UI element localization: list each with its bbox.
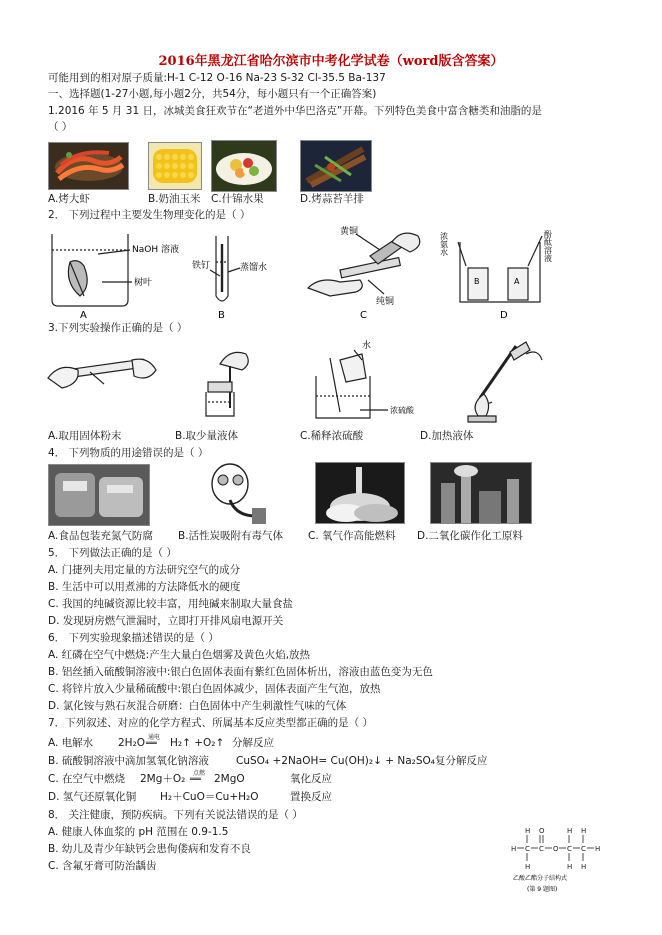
q7-c-equals-sign: ══	[190, 775, 201, 785]
q2-fig-b-letter: B	[218, 310, 225, 320]
q2-fig-c-copper-label: 纯铜	[376, 297, 395, 307]
q5-option-d: D. 发现厨房燃气泄漏时，立即打开排风扇电源开关	[48, 615, 284, 627]
svg-text:H: H	[581, 827, 587, 835]
atomic-masses: 可能用到的相对原子质量:H-1 C-12 O-16 Na-23 S-32 Cl-35.5 Ba-137	[48, 72, 386, 84]
q2-fig-d-beakers	[458, 236, 542, 302]
q3-option-d: D.加热液体	[420, 430, 474, 442]
svg-text:C: C	[581, 845, 586, 853]
q5-option-a: A. 门捷列夫用定量的方法研究空气的成分	[48, 564, 241, 576]
q7-c-lhs: 2Mg＋O₂	[140, 773, 186, 785]
q7-d-equation: H₂＋CuO＝Cu+H₂O	[160, 791, 259, 803]
section-heading: 一、选择题(1-27小题,每小题2分，共54分，每小题只有一个正确答案)	[48, 88, 377, 100]
q7-d-type: 置换反应	[290, 791, 332, 803]
q7-a-label: A. 电解水	[48, 737, 94, 749]
q1-option-c: C.什锦水果	[211, 193, 264, 205]
q6-stem: 6． 下列实验现象描述错误的是（ ）	[48, 632, 219, 644]
q3-fig-d	[468, 342, 542, 422]
svg-text:H: H	[525, 863, 531, 871]
q2-fig-d-phenol-label: 酚酞溶液	[543, 230, 553, 262]
q4-option-b: B.活性炭吸附有毒气体	[178, 530, 284, 542]
chemical-plant-photo	[430, 462, 532, 524]
q2-fig-c-letter: C	[360, 310, 367, 320]
q7-stem: 7．下列叙述、对应的化学方程式、所属基本反应类型都正确的是（ ）	[48, 717, 374, 729]
q3-fig-b	[206, 352, 248, 416]
q3-option-b: B.取少量液体	[175, 430, 239, 442]
q7-d-label: D. 氢气还原氧化铜	[48, 791, 137, 803]
lamb-skewer-photo	[300, 140, 372, 192]
q7-c-type: 氧化反应	[290, 773, 332, 785]
q3-fig-acid-label: 浓硫酸	[390, 406, 414, 415]
q1-stem-blank: （ ）	[48, 121, 73, 133]
svg-text:C: C	[567, 845, 572, 853]
q3-option-c: C.稀释浓硫酸	[300, 430, 364, 442]
q8-stem: 8． 关注健康，预防疾病。下列有关说法错误的是（ ）	[48, 809, 303, 821]
q3-fig-a	[48, 359, 156, 388]
molecule-caption: 乙酸乙酯分子结构式	[513, 875, 568, 882]
q5-option-b: B. 生活中可以用煮沸的方法降低水的硬度	[48, 581, 241, 593]
q2-fig-d-letter: D	[500, 310, 508, 320]
shrimp-photo	[48, 142, 129, 190]
q4-option-d: D.二氧化碳作化工原料	[417, 530, 523, 542]
q7-b-equation: CuSO₄ +2NaOH= Cu(OH)₂↓ + Na₂SO₄	[236, 755, 435, 767]
q8-option-b: B. 幼儿及青少年缺钙会患佝偻病和发育不良	[48, 843, 251, 855]
q7-a-type: 分解反应	[232, 737, 274, 749]
q3-stem: 3.下列实验操作正确的是（ ）	[48, 322, 188, 334]
q3-fig-water-label: 水	[362, 341, 372, 351]
q2-fig-a-letter: A	[80, 310, 87, 320]
molecule-figure-number: (第 9 题图)	[527, 886, 558, 893]
q7-a-equals-sign: ══	[146, 739, 157, 749]
ethyl-acetate-structure	[505, 825, 615, 895]
svg-text:H: H	[511, 845, 517, 853]
q7-c-condition: 点燃	[193, 770, 206, 777]
corn-photo	[148, 142, 202, 190]
q6-option-a: A. 红磷在空气中燃烧:产生大量白色烟雾及黄色火焰,放热	[48, 649, 311, 661]
q5-stem: 5． 下列做法正确的是（ ）	[48, 547, 177, 559]
q2-fig-b-nail-label: 铁钉	[192, 261, 211, 271]
q1-option-b: B.奶油玉米	[148, 193, 201, 205]
gas-mask-image	[200, 460, 270, 526]
q2-fig-d-a-label: A	[514, 277, 520, 286]
q4-option-a: A.食品包装充氮气防腐	[48, 530, 153, 542]
q7-c-label: C. 在空气中燃烧	[48, 773, 126, 785]
q7-b-label: B. 硫酸铜溶液中滴加氢氧化钠溶液	[48, 755, 209, 767]
svg-text:C: C	[525, 845, 530, 853]
q7-a-lhs: 2H₂O	[118, 737, 146, 749]
q2-fig-d-ammonia-label: 浓氨水	[439, 232, 449, 256]
q2-stem: 2． 下列过程中主要发生物理变化的是（ ）	[48, 209, 251, 221]
q7-a-rhs: H₂↑ +O₂↑	[170, 737, 225, 749]
page-title: 2016年黑龙江省哈尔滨市中考化学试卷（word版含答案）	[158, 54, 504, 69]
svg-text:H: H	[595, 845, 601, 853]
q2-fig-c-hands	[308, 233, 420, 296]
svg-text:H: H	[581, 863, 587, 871]
q2-fig-a-leaf-label: 树叶	[134, 278, 153, 288]
q8-option-a: A. 健康人体血浆的 pH 范围在 0.9-1.5	[48, 826, 229, 838]
q1-option-d: D.烤蒜苔羊排	[300, 193, 364, 205]
food-package-photo	[48, 464, 150, 526]
q2-fig-a-naoh-label: NaOH 溶液	[132, 245, 179, 255]
q2-fig-b-water-label: 蒸馏水	[240, 263, 268, 273]
rocket-launch-photo	[315, 462, 405, 524]
q1-stem: 1.2016 年 5 月 31 日，冰城美食狂欢节在“老道外中华巴洛克”开幕。下列特色美食中富含糖类和油脂的是	[48, 105, 542, 117]
q6-option-c: C. 将锌片放入少量稀硫酸中:银白色固体减少，固体表面产生气泡，放热	[48, 683, 381, 695]
svg-text:O: O	[539, 827, 545, 835]
q2-fig-a-beaker	[52, 234, 132, 306]
q7-b-type: 复分解反应	[435, 755, 488, 767]
q5-option-c: C. 我国的纯碱资源比较丰富，用纯碱来制取大量食盐	[48, 598, 294, 610]
q7-c-rhs: 2MgO	[214, 773, 245, 785]
q3-option-a: A.取用固体粉末	[48, 430, 122, 442]
q8-option-c: C. 含氟牙膏可防治龋齿	[48, 860, 157, 872]
fruit-salad-photo	[211, 140, 277, 192]
q2-fig-d-b-label: B	[474, 277, 480, 286]
q3-fig-c	[316, 350, 388, 418]
svg-text:H: H	[567, 863, 573, 871]
q1-option-a: A.烤大虾	[48, 193, 90, 205]
q2-figures	[40, 222, 640, 320]
q4-stem: 4． 下列物质的用途错误的是（ ）	[48, 447, 209, 459]
svg-text:H: H	[567, 827, 573, 835]
q6-option-d: D. 氯化铵与熟石灰混合研磨：白色固体中产生刺激性气味的气体	[48, 700, 347, 712]
q3-figures	[40, 338, 600, 426]
q7-a-condition: 通电	[148, 734, 161, 741]
q4-option-c: C. 氧气作高能燃料	[308, 530, 396, 542]
q2-fig-b-tube	[210, 236, 240, 301]
svg-text:C: C	[539, 845, 544, 853]
svg-text:O: O	[553, 845, 559, 853]
q6-option-b: B. 铝丝插入硫酸铜溶液中:银白色固体表面有紫红色固体析出，溶液由蓝色变为无色	[48, 666, 433, 678]
q2-fig-c-brass-label: 黄铜	[340, 227, 359, 237]
svg-text:H: H	[525, 827, 531, 835]
